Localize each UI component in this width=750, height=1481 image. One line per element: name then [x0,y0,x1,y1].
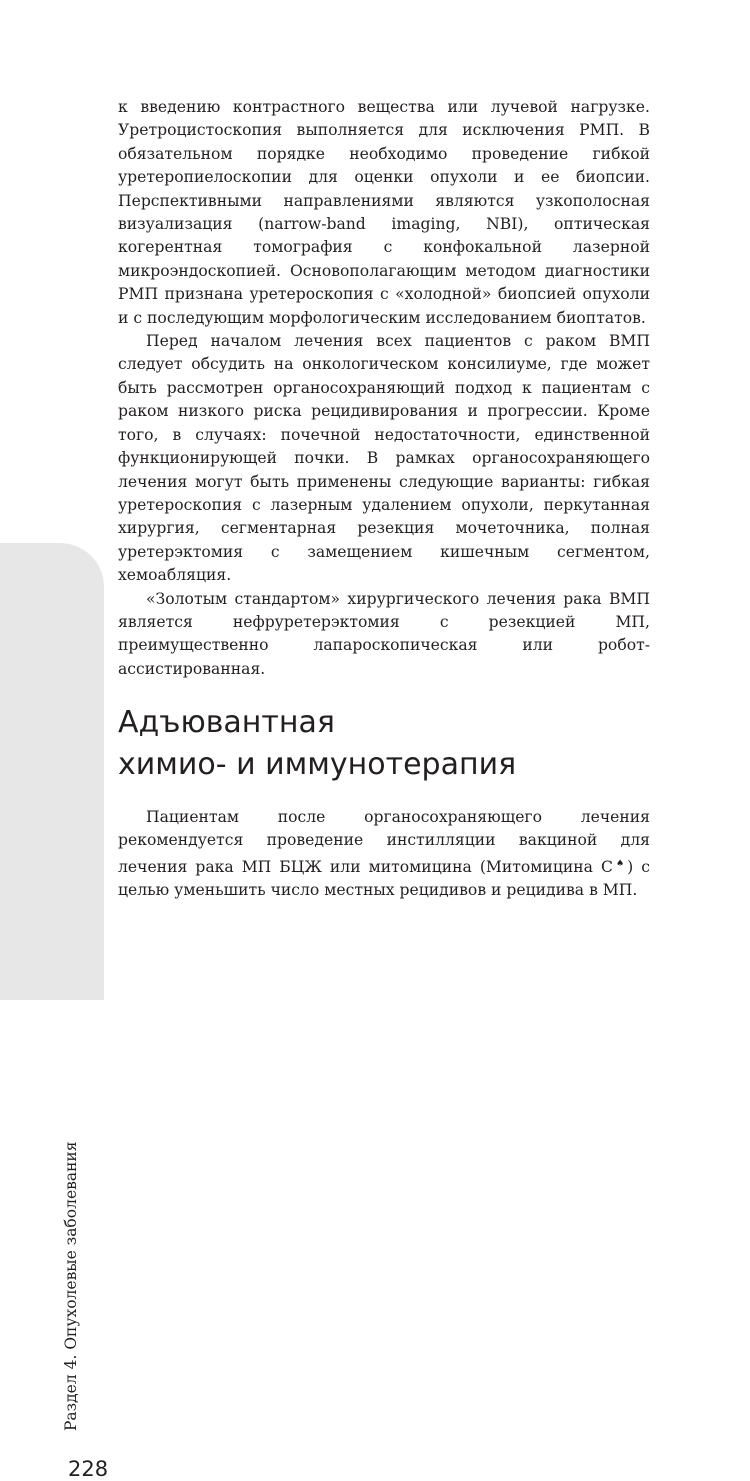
section-heading-line-1: Адъювантная [118,705,335,740]
paragraph-1: к введению контрастного вещества или лучевой нагрузке. Уретроцистоскопия выполняется для исключения РМП. В обязательном порядке необходимо проведение гибкой уретеропиелоскопии для оценки опухоли и ее биопсии. Перспективными направлениями являются узкополосная визуализация (narrow-band imaging, NBI), оптическая когерентная томография с конфокальной лазерной микроэндоскопией. Основополагающим методом диагностики РМП признана уретероскопия с «холодной» биопсией опухоли и с последующим морфологическим исследованием биоптатов. [118,98,650,327]
body-text [118,96,650,681]
page-number: 228 [68,1457,109,1481]
section-paragraph-tail: ) с целью уменьшить число местных рецидивов и рецидива в МП. [118,857,650,900]
section-heading [118,702,658,786]
section-paragraph [118,806,650,903]
section-label: Раздел 4. Опухолевые заболевания [62,1141,80,1431]
section-heading-line-2: химио- и иммунотерапия [118,747,517,782]
section-paragraph-main: Пациентам после органосохраняющего лечения рекомендуется проведение инстилляции вакциной для лечения рака МП БЦЖ или митомицина (Митомицина С [118,808,650,876]
section-body [118,806,650,903]
paragraph-3: «Золотым стандартом» хирургического лечения рака ВМП является нефруретерэктомия с резекцией МП, преимущественно лапароскопическая или робот-ассистированная. [118,589,650,678]
drug-mark-symbol: ♠ [612,858,628,869]
section-side-tab [0,543,109,1481]
paragraph-2: Перед началом лечения всех пациентов с раком ВМП следует обсудить на онкологическом консилиуме, где может быть рассмотрен органосохраняющий подход к пациентам с раком низкого риска рецидивирования и прогрессии. Кроме того, в случаях: почечной недостаточности, единственной функционирующей почки. В рамках органосохраняющего лечения могут быть применены следующие варианты: гибкая уретероскопия с лазерным удалением опухоли, перкутанная хирургия, сегментарная резекция мочеточника, полная уретерэктомия с замещением кишечным сегментом, хемоабляция. [118,332,650,585]
